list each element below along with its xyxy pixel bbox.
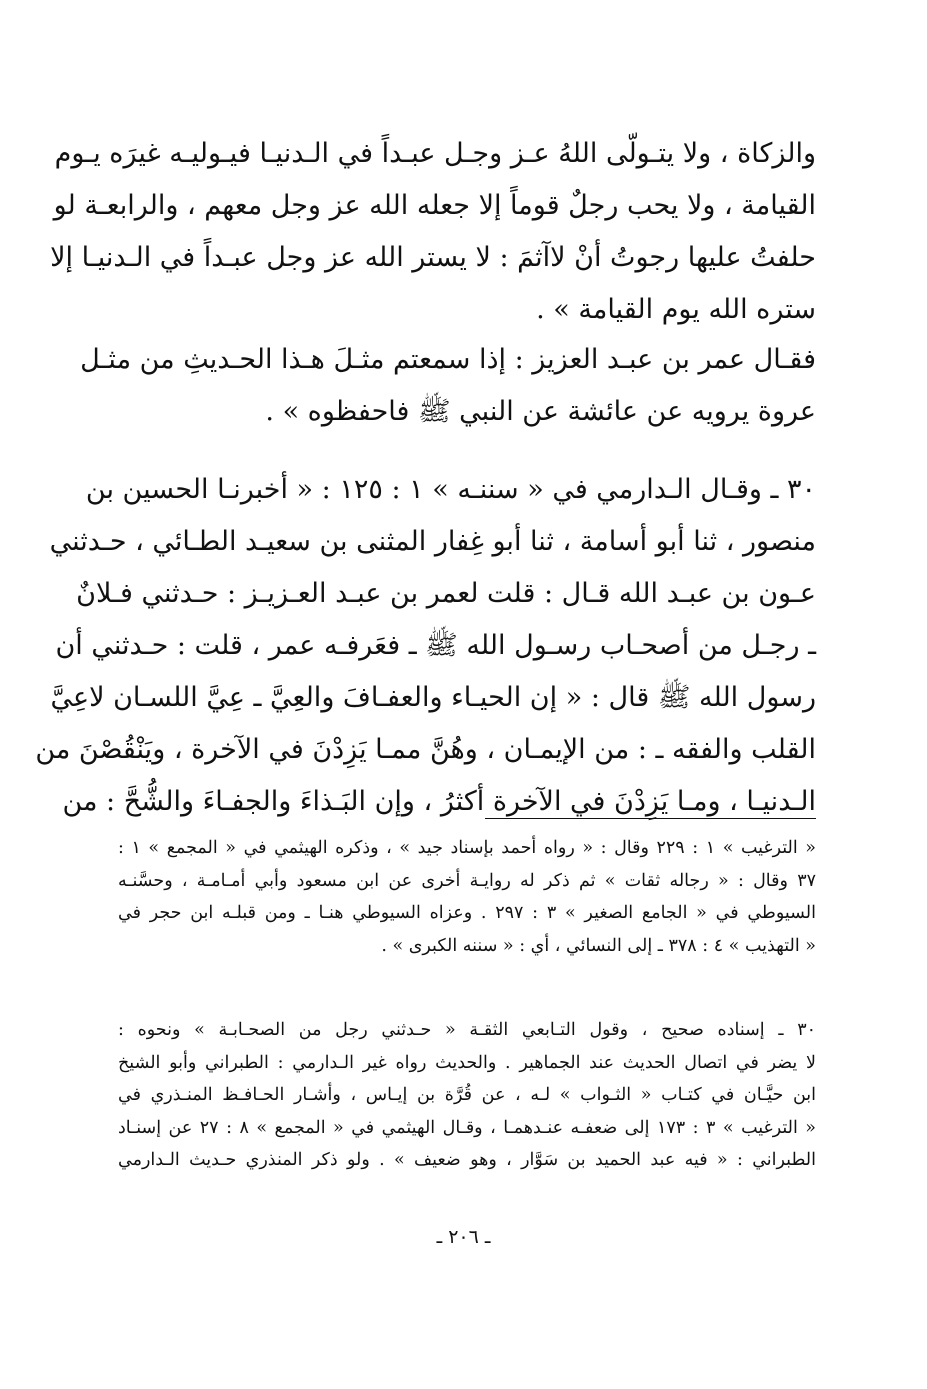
footnote-line: « الترغيب » ٣ : ١٧٣ إلى ضعفـه عنـدهمـا ، وقـال الهيثمي في « المجمع » ٨ : ٢٧ عن إسنـاد bbox=[118, 1117, 817, 1138]
footnote-line: ٣٠ ـ إسناده صحيح ، وقول التـابعي الثقـة « حـدثني رجل من الصحـابـة » ونحوه : bbox=[118, 1020, 816, 1040]
footnote-30 bbox=[118, 1014, 816, 1177]
text-line: الـدنيـا ، ومـا يَزِدْنَ في الآخرة أكثرُ ، وإن البَـذاءَ والجفـاءَ والشُّحَّ : من bbox=[62, 786, 816, 817]
page-number: ـ ٢٠٦ ـ bbox=[436, 1226, 491, 1248]
footnote-divider bbox=[485, 818, 816, 819]
footnote-line: « الترغيب » ١ : ٢٢٩ وقال : « رواه أحمد بإسناد جيد » ، وذكره الهيثمي في « المجمع » ١ : bbox=[118, 838, 816, 858]
text-line: منصور ، ثنا أبو أسامة ، ثنا أبو غِفار المثنى بن سعيـد الطـائي ، حـدثني bbox=[49, 526, 816, 557]
text-line: فقـال عمر بن عبـد العزيز : إذا سمعتم مثـلَ هـذا الحـديثِ من مثـل bbox=[80, 344, 816, 375]
text-line: والزكاة ، ولا يتـولّى اللهُ عـز وجـل عبـداً في الـدنيـا فيـوليـه غيرَه يـوم bbox=[54, 138, 816, 169]
text-line: القلب والفقه ـ : من الإيمـان ، وهُنَّ ممـا يَزِدْنَ في الآخرة ، ويَنْقُصْنَ من bbox=[35, 734, 816, 765]
text-line: حلفتُ عليها رجوتُ أنْ لاآثمَ : لا يستر الله عز وجل عبـداً في الـدنيـا إلا bbox=[50, 242, 816, 273]
text-line: عـون بن عبـد الله قـال : قلت لعمر بن عبـد العـزيـز : حـدثني فـلانٌ bbox=[76, 578, 816, 609]
footnote-continuation bbox=[118, 832, 816, 962]
footnote-line: لا يضر في اتصال الحديث عند الجماهير . والحديث رواه غير الـدارمي : الطبراني وأبو الشيخ bbox=[118, 1052, 816, 1073]
text-line: عروة يرويه عن عائشة عن النبي ﷺ فاحفظوه » . bbox=[265, 396, 816, 427]
footnote-line: ٣٧ وقال : « رجاله ثقات » ثم ذكر له روايـة أخرى عن ابن مسعود وأبي أمـامـة ، وحسَّنـه bbox=[118, 870, 816, 891]
text-line: رسول الله ﷺ قال : « إن الحيـاء والعفـافَ والعِيَّ ـ عِيَّ اللسـان لاعِيَّ bbox=[50, 682, 816, 713]
paragraph-umar-quote bbox=[80, 334, 816, 438]
footnote-line: الطبراني : « فيه عبد الحميد بن سَوَّار ، وهو ضعيف » . ولو ذكر المنذري حـديث الـدارمي bbox=[118, 1150, 816, 1170]
footnote-line: السيوطي في « الجامع الصغير » ٣ : ٢٩٧ . وعزاه السيوطي هنـا ـ ومن قبلـه ابن حجر في bbox=[118, 903, 816, 923]
footnote-line: ابن حيَّـان في كتـاب « الثـواب » لـه ، عن قُرَّة بن إيـاس ، وأشـار الحـافـظ المنـذري في bbox=[118, 1085, 816, 1105]
text-line: ٣٠ ـ وقـال الـدارمي في « سننـه » ١ : ١٢٥ : « أخبرنـا الحسين بن bbox=[85, 474, 816, 505]
text-line: ـ رجـل من أصحـاب رسـول الله ﷺ ـ فعَرفـه عمر ، قلت : حـدثني أن bbox=[55, 630, 816, 661]
paragraph-hadith-ending bbox=[50, 128, 816, 336]
text-line: ستره الله يوم القيامة » . bbox=[536, 294, 816, 325]
paragraph-hadith-30 bbox=[35, 464, 816, 828]
footnote-line: « التهذيب » ٤ : ٣٧٨ ـ إلى النسائي ، أي : « سننه الكبرى » . bbox=[381, 935, 816, 956]
text-line: القيامة ، ولا يحب رجلٌ قوماً إلا جعله الله عز وجل معهم ، والرابعـة لو bbox=[53, 190, 816, 221]
